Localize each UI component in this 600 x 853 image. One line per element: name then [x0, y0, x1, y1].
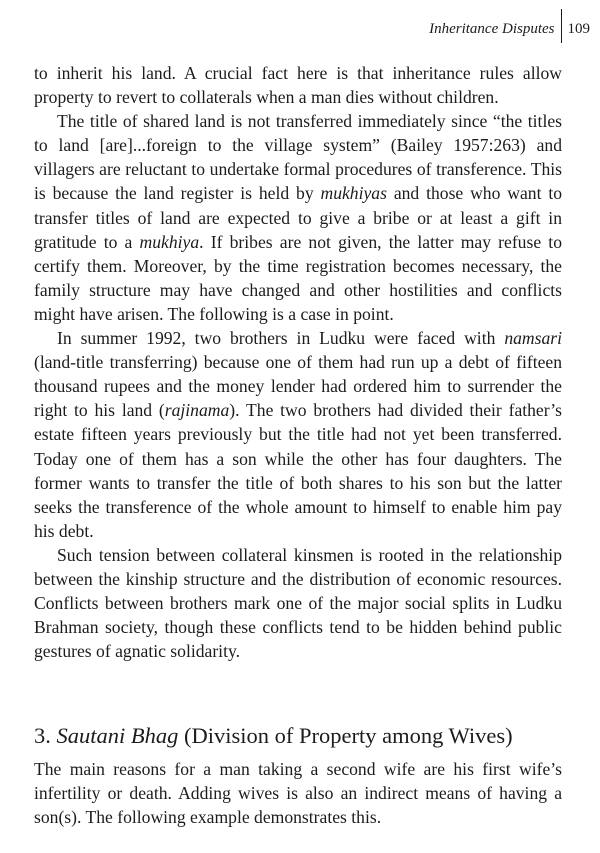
text-run: In summer 1992, two brothers in Ludku were faced with	[57, 328, 505, 349]
section-title-italic: Sautani Bhag	[56, 723, 179, 748]
running-head	[429, 14, 590, 44]
text-run: ). The two brothers had divided their father’s estate fifteen years previously but the title had not yet been transferred. Today one of them has a son while the other has four daughters. The former wants to transfer the title of both shares to his son but the latter seeks the transference of the whole amount to himself to enable him pay his debt.	[34, 400, 562, 541]
italic-term: rajinama	[164, 400, 230, 421]
italic-term: mukhiya	[139, 231, 200, 252]
text-run: . If bribes are not given, the latter may refuse to certify them. Moreover, by the time registration becomes necessary, the family structure may have changed and other hostilities and conflicts might have arisen. The following is a case in point.	[34, 231, 562, 324]
text-run: (land-title transferring) because one of them had run up a debt of fifteen thousand rupees and the money lender had ordered him to surrender the right to his land (	[34, 352, 562, 421]
section-number: 3.	[34, 723, 51, 748]
paragraph-1	[34, 61, 562, 109]
section-body-text	[34, 757, 562, 829]
text-run: to inherit his land. A crucial fact here is that inheritance rules allow property to revert to collaterals when a man dies without children.	[34, 63, 562, 108]
section-title-rest: (Division of Property among Wives)	[184, 723, 513, 748]
running-head-title: Inheritance Disputes	[429, 20, 555, 37]
italic-term: namsari	[504, 328, 562, 349]
paragraph-4	[34, 543, 562, 663]
body-text	[34, 61, 562, 663]
section-heading	[34, 722, 574, 750]
text-run: and those who want to transfer titles of land are expected to give a bribe or at least a gift in gratitude to a	[34, 183, 563, 252]
paragraph-2	[34, 109, 562, 326]
paragraph-3	[34, 326, 562, 543]
text-run: The main reasons for a man taking a second wife are his first wife’s infertility or death. Adding wives is also an indirect means of having a son(s). The following example demonstrates this.	[34, 759, 562, 828]
paragraph-5	[34, 757, 562, 829]
text-run: The title of shared land is not transferred immediately since “the titles to land [are]...foreign to the village system” (Bailey 1957:263) and villagers are reluctant to undertake formal procedures of transference. This is because the land register is held by	[34, 111, 562, 204]
italic-term: mukhiyas	[320, 183, 387, 204]
page-number: 109	[567, 20, 590, 37]
text-run: Such tension between collateral kinsmen is rooted in the relationship between the kinship structure and the distribution of economic resources. Conflicts between brothers mark one of the major social splits in Ludku Brahman society, though these conflicts tend to be hidden behind public gestures of agnatic solidarity.	[34, 544, 562, 662]
